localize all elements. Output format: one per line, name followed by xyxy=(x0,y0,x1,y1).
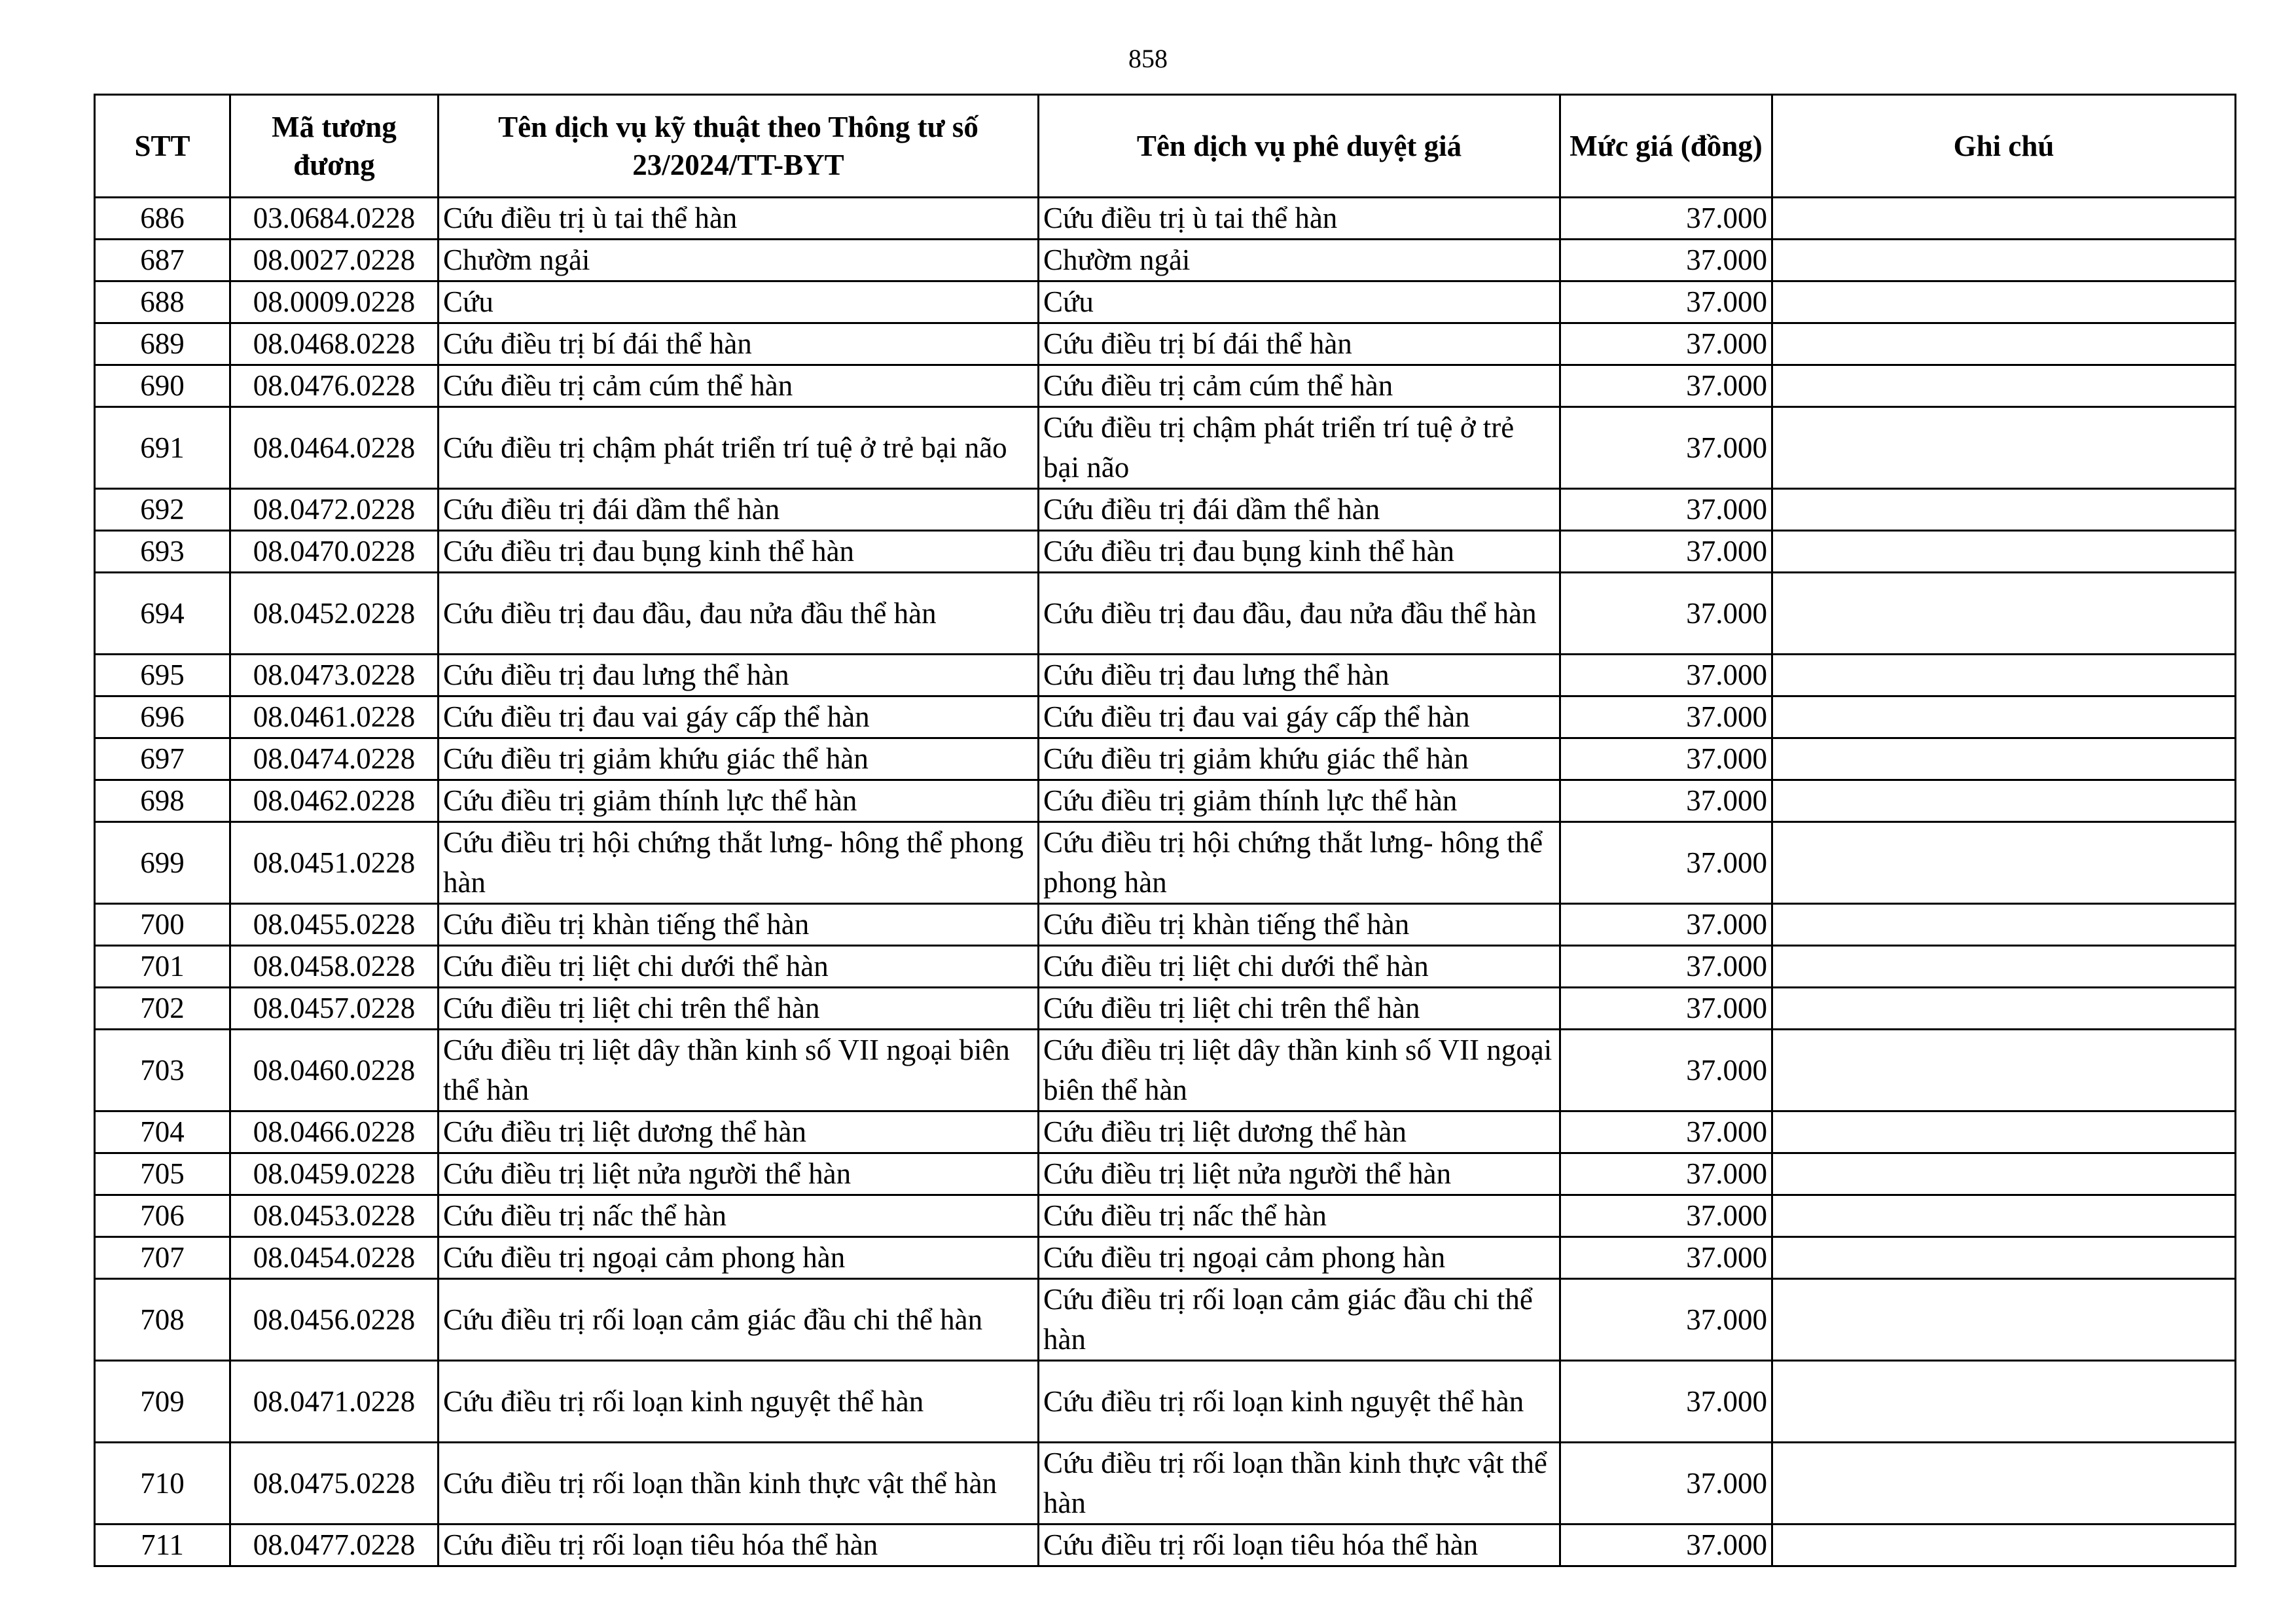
price-table xyxy=(94,94,2236,1567)
table-row xyxy=(95,1153,2236,1195)
cell-stt: 689 xyxy=(95,323,230,365)
cell-note xyxy=(1772,573,2236,655)
cell-stt: 690 xyxy=(95,365,230,407)
cell-code: 08.0470.0228 xyxy=(230,531,439,573)
cell-approved-name: Cứu điều trị đau bụng kinh thể hàn xyxy=(1039,531,1560,573)
cell-service-name: Cứu điều trị ù tai thể hàn xyxy=(439,198,1039,240)
cell-service-name: Cứu điều trị nấc thể hàn xyxy=(439,1195,1039,1237)
cell-service-name: Cứu điều trị rối loạn cảm giác đầu chi thể hàn xyxy=(439,1279,1039,1361)
cell-stt: 711 xyxy=(95,1525,230,1566)
cell-note xyxy=(1772,240,2236,281)
cell-approved-name: Cứu điều trị giảm thính lực thể hàn xyxy=(1039,780,1560,822)
table-row xyxy=(95,1361,2236,1443)
cell-stt: 695 xyxy=(95,655,230,696)
cell-note xyxy=(1772,1111,2236,1153)
cell-service-name: Cứu điều trị ngoại cảm phong hàn xyxy=(439,1237,1039,1279)
cell-stt: 699 xyxy=(95,822,230,904)
cell-code: 08.0464.0228 xyxy=(230,407,439,489)
cell-service-name: Cứu điều trị liệt dây thần kinh số VII ngoại biên thể hàn xyxy=(439,1030,1039,1111)
cell-approved-name: Cứu điều trị chậm phát triển trí tuệ ở trẻ bại não xyxy=(1039,407,1560,489)
cell-price: 37.000 xyxy=(1560,904,1772,946)
cell-service-name: Cứu điều trị liệt chi trên thể hàn xyxy=(439,988,1039,1030)
cell-note xyxy=(1772,323,2236,365)
cell-approved-name: Cứu điều trị liệt chi trên thể hàn xyxy=(1039,988,1560,1030)
table-row xyxy=(95,531,2236,573)
cell-approved-name: Cứu điều trị đau vai gáy cấp thể hàn xyxy=(1039,696,1560,738)
cell-stt: 687 xyxy=(95,240,230,281)
cell-note xyxy=(1772,988,2236,1030)
header-stt: STT xyxy=(95,95,230,198)
cell-price: 37.000 xyxy=(1560,696,1772,738)
cell-service-name: Cứu điều trị chậm phát triển trí tuệ ở trẻ bại não xyxy=(439,407,1039,489)
cell-code: 08.0451.0228 xyxy=(230,822,439,904)
cell-price: 37.000 xyxy=(1560,407,1772,489)
cell-note xyxy=(1772,1153,2236,1195)
table-row xyxy=(95,573,2236,655)
cell-note xyxy=(1772,696,2236,738)
table-row xyxy=(95,1111,2236,1153)
cell-approved-name: Cứu điều trị ù tai thể hàn xyxy=(1039,198,1560,240)
cell-service-name: Cứu điều trị bí đái thể hàn xyxy=(439,323,1039,365)
cell-price: 37.000 xyxy=(1560,198,1772,240)
cell-price: 37.000 xyxy=(1560,323,1772,365)
cell-service-name: Cứu điều trị liệt nửa người thể hàn xyxy=(439,1153,1039,1195)
table-row xyxy=(95,365,2236,407)
table-row xyxy=(95,407,2236,489)
cell-code: 08.0009.0228 xyxy=(230,281,439,323)
cell-note xyxy=(1772,904,2236,946)
cell-approved-name: Cứu điều trị đau lưng thể hàn xyxy=(1039,655,1560,696)
cell-stt: 691 xyxy=(95,407,230,489)
cell-price: 37.000 xyxy=(1560,365,1772,407)
cell-service-name: Cứu điều trị giảm thính lực thể hàn xyxy=(439,780,1039,822)
cell-code: 03.0684.0228 xyxy=(230,198,439,240)
cell-service-name: Cứu điều trị rối loạn thần kinh thực vật thể hàn xyxy=(439,1443,1039,1525)
cell-code: 08.0459.0228 xyxy=(230,1153,439,1195)
cell-code: 08.0027.0228 xyxy=(230,240,439,281)
cell-stt: 701 xyxy=(95,946,230,988)
cell-approved-name: Cứu điều trị rối loạn tiêu hóa thể hàn xyxy=(1039,1525,1560,1566)
cell-stt: 700 xyxy=(95,904,230,946)
cell-price: 37.000 xyxy=(1560,1111,1772,1153)
cell-service-name: Cứu điều trị đau đầu, đau nửa đầu thể hàn xyxy=(439,573,1039,655)
cell-note xyxy=(1772,1195,2236,1237)
cell-code: 08.0456.0228 xyxy=(230,1279,439,1361)
cell-price: 37.000 xyxy=(1560,281,1772,323)
cell-price: 37.000 xyxy=(1560,531,1772,573)
header-note: Ghi chú xyxy=(1772,95,2236,198)
cell-note xyxy=(1772,489,2236,531)
cell-code: 08.0454.0228 xyxy=(230,1237,439,1279)
cell-code: 08.0466.0228 xyxy=(230,1111,439,1153)
cell-approved-name: Cứu điều trị rối loạn kinh nguyệt thể hàn xyxy=(1039,1361,1560,1443)
table-row xyxy=(95,240,2236,281)
table-row xyxy=(95,988,2236,1030)
table-row xyxy=(95,655,2236,696)
cell-note xyxy=(1772,946,2236,988)
cell-code: 08.0477.0228 xyxy=(230,1525,439,1566)
cell-code: 08.0458.0228 xyxy=(230,946,439,988)
header-code: Mã tương đương xyxy=(230,95,439,198)
cell-service-name: Cứu điều trị đau bụng kinh thể hàn xyxy=(439,531,1039,573)
table-body xyxy=(95,198,2236,1566)
cell-price: 37.000 xyxy=(1560,738,1772,780)
cell-code: 08.0457.0228 xyxy=(230,988,439,1030)
cell-service-name: Cứu điều trị đau lưng thể hàn xyxy=(439,655,1039,696)
cell-code: 08.0475.0228 xyxy=(230,1443,439,1525)
cell-stt: 686 xyxy=(95,198,230,240)
cell-stt: 703 xyxy=(95,1030,230,1111)
cell-stt: 708 xyxy=(95,1279,230,1361)
cell-approved-name: Cứu điều trị rối loạn thần kinh thực vật thể hàn xyxy=(1039,1443,1560,1525)
cell-stt: 704 xyxy=(95,1111,230,1153)
cell-price: 37.000 xyxy=(1560,1030,1772,1111)
cell-stt: 709 xyxy=(95,1361,230,1443)
cell-stt: 697 xyxy=(95,738,230,780)
cell-stt: 698 xyxy=(95,780,230,822)
table-row xyxy=(95,822,2236,904)
cell-service-name: Cứu điều trị rối loạn tiêu hóa thể hàn xyxy=(439,1525,1039,1566)
cell-approved-name: Cứu điều trị ngoại cảm phong hàn xyxy=(1039,1237,1560,1279)
table-row xyxy=(95,1237,2236,1279)
cell-note xyxy=(1772,365,2236,407)
cell-service-name: Cứu điều trị giảm khứu giác thể hàn xyxy=(439,738,1039,780)
cell-stt: 692 xyxy=(95,489,230,531)
cell-code: 08.0461.0228 xyxy=(230,696,439,738)
cell-stt: 688 xyxy=(95,281,230,323)
cell-service-name: Cứu điều trị liệt chi dưới thể hàn xyxy=(439,946,1039,988)
cell-note xyxy=(1772,780,2236,822)
cell-approved-name: Cứu điều trị đau đầu, đau nửa đầu thể hàn xyxy=(1039,573,1560,655)
cell-service-name: Cứu xyxy=(439,281,1039,323)
cell-note xyxy=(1772,738,2236,780)
cell-price: 37.000 xyxy=(1560,1361,1772,1443)
cell-code: 08.0460.0228 xyxy=(230,1030,439,1111)
cell-service-name: Cứu điều trị đái dầm thể hàn xyxy=(439,489,1039,531)
cell-approved-name: Cứu điều trị hội chứng thắt lưng- hông thể phong hàn xyxy=(1039,822,1560,904)
header-service-name: Tên dịch vụ kỹ thuật theo Thông tư số 23/2024/TT-BYT xyxy=(439,95,1039,198)
cell-approved-name: Cứu điều trị liệt dây thần kinh số VII ngoại biên thể hàn xyxy=(1039,1030,1560,1111)
table-row xyxy=(95,489,2236,531)
cell-stt: 702 xyxy=(95,988,230,1030)
cell-price: 37.000 xyxy=(1560,780,1772,822)
cell-service-name: Cứu điều trị rối loạn kinh nguyệt thể hàn xyxy=(439,1361,1039,1443)
cell-stt: 693 xyxy=(95,531,230,573)
cell-service-name: Cứu điều trị đau vai gáy cấp thể hàn xyxy=(439,696,1039,738)
cell-approved-name: Cứu xyxy=(1039,281,1560,323)
cell-note xyxy=(1772,655,2236,696)
cell-service-name: Cứu điều trị cảm cúm thể hàn xyxy=(439,365,1039,407)
cell-approved-name: Cứu điều trị nấc thể hàn xyxy=(1039,1195,1560,1237)
cell-price: 37.000 xyxy=(1560,946,1772,988)
cell-code: 08.0474.0228 xyxy=(230,738,439,780)
cell-code: 08.0476.0228 xyxy=(230,365,439,407)
cell-service-name: Cứu điều trị khàn tiếng thể hàn xyxy=(439,904,1039,946)
cell-approved-name: Cứu điều trị giảm khứu giác thể hàn xyxy=(1039,738,1560,780)
table-row xyxy=(95,904,2236,946)
cell-stt: 707 xyxy=(95,1237,230,1279)
table-row xyxy=(95,1279,2236,1361)
cell-price: 37.000 xyxy=(1560,988,1772,1030)
cell-price: 37.000 xyxy=(1560,655,1772,696)
table-row xyxy=(95,281,2236,323)
cell-code: 08.0455.0228 xyxy=(230,904,439,946)
cell-price: 37.000 xyxy=(1560,489,1772,531)
page-number: 858 xyxy=(1128,44,1168,73)
cell-stt: 705 xyxy=(95,1153,230,1195)
cell-approved-name: Cứu điều trị đái dầm thể hàn xyxy=(1039,489,1560,531)
cell-note xyxy=(1772,1443,2236,1525)
cell-code: 08.0473.0228 xyxy=(230,655,439,696)
header-price: Mức giá (đồng) xyxy=(1560,95,1772,198)
table-row xyxy=(95,1195,2236,1237)
cell-price: 37.000 xyxy=(1560,240,1772,281)
cell-stt: 694 xyxy=(95,573,230,655)
table-row xyxy=(95,198,2236,240)
cell-service-name: Cứu điều trị liệt dương thể hàn xyxy=(439,1111,1039,1153)
cell-approved-name: Cứu điều trị cảm cúm thể hàn xyxy=(1039,365,1560,407)
cell-code: 08.0462.0228 xyxy=(230,780,439,822)
cell-code: 08.0472.0228 xyxy=(230,489,439,531)
table-row xyxy=(95,738,2236,780)
cell-note xyxy=(1772,822,2236,904)
cell-service-name: Chườm ngải xyxy=(439,240,1039,281)
cell-price: 37.000 xyxy=(1560,1525,1772,1566)
cell-stt: 696 xyxy=(95,696,230,738)
cell-note xyxy=(1772,1361,2236,1443)
cell-note xyxy=(1772,407,2236,489)
cell-code: 08.0452.0228 xyxy=(230,573,439,655)
cell-code: 08.0471.0228 xyxy=(230,1361,439,1443)
cell-price: 37.000 xyxy=(1560,1443,1772,1525)
table-row xyxy=(95,1525,2236,1566)
cell-code: 08.0468.0228 xyxy=(230,323,439,365)
cell-note xyxy=(1772,1030,2236,1111)
cell-service-name: Cứu điều trị hội chứng thắt lưng- hông thể phong hàn xyxy=(439,822,1039,904)
cell-note xyxy=(1772,1237,2236,1279)
cell-approved-name: Cứu điều trị rối loạn cảm giác đầu chi thể hàn xyxy=(1039,1279,1560,1361)
cell-note xyxy=(1772,531,2236,573)
cell-approved-name: Cứu điều trị liệt nửa người thể hàn xyxy=(1039,1153,1560,1195)
cell-stt: 710 xyxy=(95,1443,230,1525)
table-row xyxy=(95,946,2236,988)
cell-code: 08.0453.0228 xyxy=(230,1195,439,1237)
table-header-row xyxy=(95,95,2236,198)
cell-price: 37.000 xyxy=(1560,1237,1772,1279)
table-row xyxy=(95,1030,2236,1111)
cell-stt: 706 xyxy=(95,1195,230,1237)
table-row xyxy=(95,323,2236,365)
table-row xyxy=(95,1443,2236,1525)
cell-approved-name: Cứu điều trị bí đái thể hàn xyxy=(1039,323,1560,365)
cell-approved-name: Cứu điều trị khàn tiếng thể hàn xyxy=(1039,904,1560,946)
cell-price: 37.000 xyxy=(1560,1195,1772,1237)
header-approved-name: Tên dịch vụ phê duyệt giá xyxy=(1039,95,1560,198)
cell-price: 37.000 xyxy=(1560,1279,1772,1361)
table-row xyxy=(95,696,2236,738)
table-row xyxy=(95,780,2236,822)
cell-note xyxy=(1772,1279,2236,1361)
cell-note xyxy=(1772,198,2236,240)
cell-approved-name: Chườm ngải xyxy=(1039,240,1560,281)
cell-price: 37.000 xyxy=(1560,1153,1772,1195)
cell-approved-name: Cứu điều trị liệt dương thể hàn xyxy=(1039,1111,1560,1153)
cell-note xyxy=(1772,1525,2236,1566)
cell-approved-name: Cứu điều trị liệt chi dưới thể hàn xyxy=(1039,946,1560,988)
cell-price: 37.000 xyxy=(1560,822,1772,904)
cell-price: 37.000 xyxy=(1560,573,1772,655)
cell-note xyxy=(1772,281,2236,323)
